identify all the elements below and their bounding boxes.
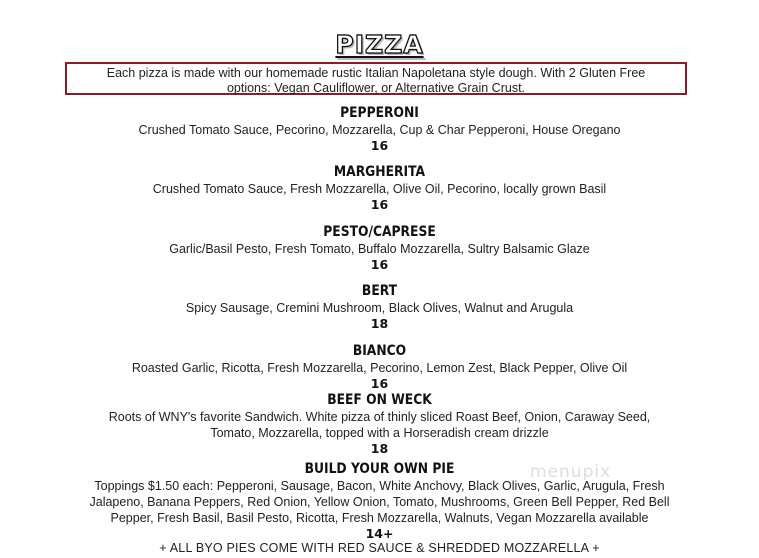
item-description: Crushed Tomato Sauce, Pecorino, Mozzarella, Cup & Char Pepperoni, House Oregano <box>138 123 621 137</box>
menu-item-pepperoni <box>0 104 759 153</box>
menu-item-margherita <box>0 163 759 212</box>
item-price: 14+ <box>365 526 394 541</box>
item-name: BIANCO <box>352 343 407 359</box>
item-name: BERT <box>361 283 398 299</box>
intro-line: options: Vegan Cauliflower, or Alternative Grain Crust. <box>226 81 526 95</box>
item-description: Crushed Tomato Sauce, Fresh Mozzarella, Olive Oil, Pecorino, locally grown Basil <box>152 182 607 196</box>
menu-item-beef-on-weck <box>0 391 759 456</box>
item-description: Roots of WNY's favorite Sandwich. White pizza of thinly sliced Roast Beef, Onion, Caraway Seed, <box>108 410 651 424</box>
item-price: 18 <box>370 316 389 331</box>
item-name: PESTO/CAPRESE <box>323 224 436 240</box>
item-name: PEPPERONI <box>340 105 419 121</box>
item-name: BUILD YOUR OWN PIE <box>304 461 455 477</box>
intro-box <box>65 62 687 95</box>
item-price: 16 <box>370 376 389 391</box>
item-price: 16 <box>370 197 389 212</box>
byo-footer-note: + ALL BYO PIES COME WITH RED SAUCE & SHREDDED MOZZARELLA + <box>159 541 600 555</box>
item-name: MARGHERITA <box>333 164 426 180</box>
item-description: Roasted Garlic, Ricotta, Fresh Mozzarella, Pecorino, Lemon Zest, Black Pepper, Olive Oil <box>131 361 628 375</box>
menu-item-bianco <box>0 342 759 391</box>
menu-item-bert <box>0 282 759 331</box>
menu-item-pesto-caprese <box>0 223 759 272</box>
watermark: menupix <box>530 462 612 482</box>
item-description: Garlic/Basil Pesto, Fresh Tomato, Buffalo Mozzarella, Sultry Balsamic Glaze <box>169 242 590 256</box>
item-description: Pepper, Fresh Basil, Basil Pesto, Ricotta, Fresh Mozzarella, Walnuts, Vegan Mozzarella available <box>110 511 649 525</box>
menu-item-build-your-own <box>0 460 759 541</box>
menu-title: PIZZA <box>335 30 424 59</box>
item-description: Jalapeno, Banana Peppers, Red Onion, Yellow Onion, Tomato, Mushrooms, Green Bell Pepper, Red Bell <box>89 495 670 509</box>
item-description: Spicy Sausage, Cremini Mushroom, Black Olives, Walnut and Arugula <box>185 301 574 315</box>
intro-line: Each pizza is made with our homemade rustic Italian Napoletana style dough. With 2 Gluten Free <box>106 66 646 80</box>
item-price: 18 <box>370 441 389 456</box>
item-name: BEEF ON WECK <box>327 392 432 408</box>
item-description: Tomato, Mozzarella, topped with a Horseradish cream drizzle <box>210 426 549 440</box>
item-price: 16 <box>370 138 389 153</box>
item-description: Toppings $1.50 each: Pepperoni, Sausage, Bacon, White Anchovy, Black Olives, Garlic, Arugula, Fresh <box>94 479 665 493</box>
item-price: 16 <box>370 257 389 272</box>
